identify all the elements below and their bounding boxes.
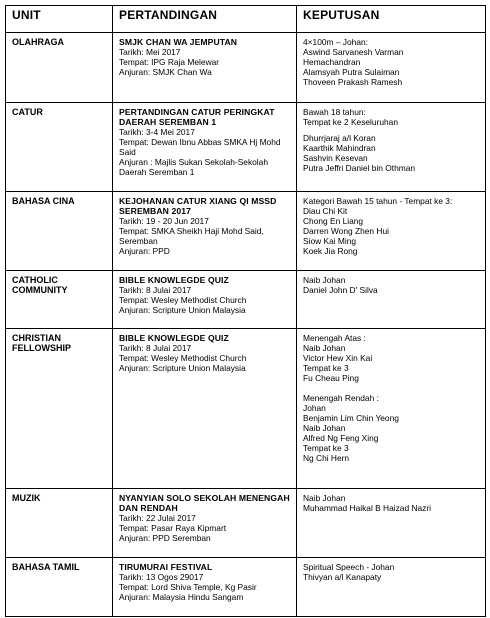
result-line: Siow Kai Ming — [303, 236, 357, 246]
competition-cell — [113, 271, 297, 329]
unit-name: MUZIK — [12, 493, 41, 503]
result-line: Chong En Liang — [303, 216, 364, 226]
result-cell — [297, 192, 486, 271]
results-table — [5, 5, 486, 617]
event-organizer: Anjuran: PPD — [119, 246, 170, 256]
competition-cell — [113, 33, 297, 103]
event-date: Tarikh: 22 Julai 2017 — [119, 513, 196, 523]
result-cell — [297, 329, 486, 489]
unit-name: BAHASA CINA — [12, 196, 75, 206]
result-line: Hemachandran — [303, 57, 361, 67]
result-line: Bawah 18 tahun: — [303, 107, 366, 117]
result-line: Naib Johan — [303, 493, 346, 503]
result-line: Koek Jia Rong — [303, 246, 358, 256]
unit-cell — [6, 558, 113, 617]
event-title: KEJOHANAN CATUR XIANG QI MSSD SEREMBAN 2017 — [119, 196, 277, 216]
result-line: Naib Johan — [303, 423, 346, 433]
event-date: Tarikh: 19 - 20 Jun 2017 — [119, 216, 209, 226]
event-organizer: Anjuran: Scripture Union Malaysia — [119, 363, 246, 373]
result-line: Kategori Bawah 15 tahun - Tempat ke 3: — [303, 196, 453, 206]
result-line: Tempat ke 3 — [303, 363, 349, 373]
event-date: Tarikh: 13 Ogos 29017 — [119, 572, 204, 582]
competition-cell — [113, 558, 297, 617]
unit-cell — [6, 329, 113, 489]
table-row — [6, 329, 486, 489]
event-date: Tarikh: 3-4 Mei 2017 — [119, 127, 195, 137]
result-line: Muhammad Haikal B Haizad Nazri — [303, 503, 431, 513]
result-line: Thivyan a/l Kanapaty — [303, 572, 382, 582]
competition-cell — [113, 489, 297, 558]
unit-name: CHRISTIAN FELLOWSHIP — [12, 333, 71, 353]
event-title: BIBLE KNOWLEGDE QUIZ — [119, 333, 229, 343]
unit-cell — [6, 33, 113, 103]
unit-cell — [6, 192, 113, 271]
table-row — [6, 33, 486, 103]
unit-name: BAHASA TAMIL — [12, 562, 80, 572]
result-line: Tempat ke 2 Keseluruhan — [303, 117, 398, 127]
event-organizer: Anjuran : Majlis Sukan Sekolah-Sekolah Daerah Seremban 1 — [119, 157, 268, 177]
result-cell — [297, 489, 486, 558]
result-line: Aswind Sarvanesh Varman — [303, 47, 404, 57]
event-title: TIRUMURAI FESTIVAL — [119, 562, 213, 572]
result-line: Victor Hew Xin Kai — [303, 353, 373, 363]
unit-name: CATHOLIC COMMUNITY — [12, 275, 68, 295]
result-line: 4×100m – Johan: — [303, 37, 368, 47]
competition-cell — [113, 103, 297, 192]
event-title: BIBLE KNOWLEGDE QUIZ — [119, 275, 229, 285]
result-line: Ng Chi Hern — [303, 453, 350, 463]
header-unit: UNIT — [6, 6, 113, 33]
result-line: Sashvin Kesevan — [303, 153, 368, 163]
result-line: Menengah Rendah : — [303, 393, 379, 403]
competition-cell — [113, 329, 297, 489]
result-line: Benjamin Lim Chin Yeong — [303, 413, 399, 423]
result-line: Spiritual Speech - Johan — [303, 562, 395, 572]
unit-name: OLAHRAGA — [12, 37, 64, 47]
event-place: Tempat: Pasar Raya Kipmart — [119, 523, 227, 533]
result-line: Thoveen Prakash Ramesh — [303, 77, 403, 87]
unit-cell — [6, 489, 113, 558]
event-organizer: Anjuran: Malaysia Hindu Sangam — [119, 592, 244, 602]
result-line: Tempat ke 3 — [303, 443, 349, 453]
event-place: Tempat: Wesley Methodist Church — [119, 295, 247, 305]
event-place: Tempat: Dewan Ibnu Abbas SMKA Hj Mohd Said — [119, 137, 281, 157]
header-row — [6, 6, 486, 33]
event-date: Tarikh: 8 Julai 2017 — [119, 285, 192, 295]
event-title: NYANYIAN SOLO SEKOLAH MENENGAH DAN RENDAH — [119, 493, 290, 513]
result-cell — [297, 558, 486, 617]
event-date: Tarikh: Mei 2017 — [119, 47, 181, 57]
event-organizer: Anjuran: Scripture Union Malaysia — [119, 305, 246, 315]
result-line: Daniel John D' Silva — [303, 285, 378, 295]
event-place: Tempat: Wesley Methodist Church — [119, 353, 247, 363]
result-line: Fu Cheau Ping — [303, 373, 359, 383]
result-line: Diau Chi Kit — [303, 206, 348, 216]
result-line: Alfred Ng Feng Xing — [303, 433, 379, 443]
header-result: KEPUTUSAN — [297, 6, 486, 33]
table-row — [6, 558, 486, 617]
table-row — [6, 271, 486, 329]
event-title: PERTANDINGAN CATUR PERINGKAT DAERAH SEREMBAN 1 — [119, 107, 275, 127]
result-line: Putra Jeffri Daniel bin Othman — [303, 163, 416, 173]
result-line: Naib Johan — [303, 275, 346, 285]
table-row — [6, 192, 486, 271]
event-place: Tempat: IPG Raja Melewar — [119, 57, 220, 67]
result-line: Kaarthik Mahindran — [303, 143, 376, 153]
result-cell — [297, 103, 486, 192]
table-row — [6, 103, 486, 192]
result-cell — [297, 271, 486, 329]
result-line: Dhurrjaraj a/l Koran — [303, 133, 376, 143]
event-place: Tempat: SMKA Sheikh Haji Mohd Said, Seremban — [119, 226, 264, 246]
table-row — [6, 489, 486, 558]
result-cell — [297, 33, 486, 103]
competition-cell — [113, 192, 297, 271]
unit-cell — [6, 271, 113, 329]
result-line: Alamsyah Putra Sulaiman — [303, 67, 400, 77]
event-date: Tarikh: 8 Julai 2017 — [119, 343, 192, 353]
result-line: Menengah Atas : — [303, 333, 366, 343]
event-organizer: Anjuran: SMJK Chan Wa — [119, 67, 212, 77]
unit-cell — [6, 103, 113, 192]
result-line: Darren Wong Zhen Hui — [303, 226, 389, 236]
header-competition: PERTANDINGAN — [113, 6, 297, 33]
unit-name: CATUR — [12, 107, 43, 117]
result-line: Johan — [303, 403, 326, 413]
event-organizer: Anjuran: PPD Seremban — [119, 533, 211, 543]
event-title: SMJK CHAN WA JEMPUTAN — [119, 37, 238, 47]
result-line: Naib Johan — [303, 343, 346, 353]
event-place: Tempat: Lord Shiva Temple, Kg Pasir — [119, 582, 257, 592]
